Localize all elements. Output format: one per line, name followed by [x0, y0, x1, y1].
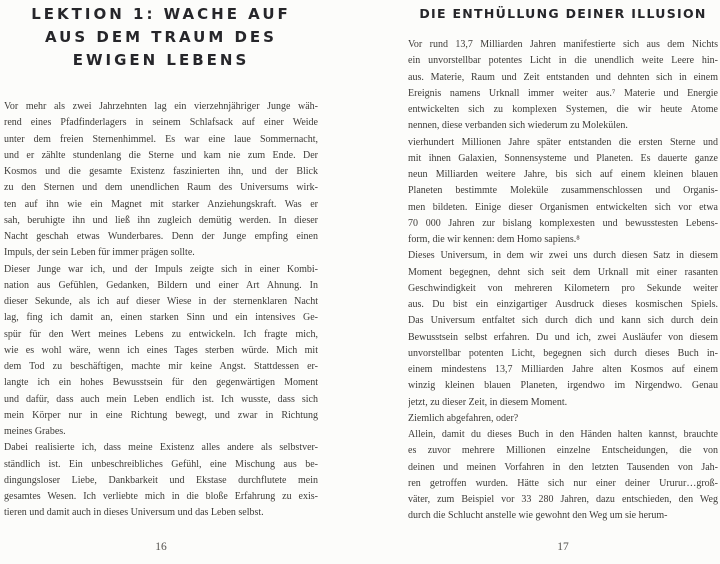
text-line: Nacht geschah etwas Wunderbares. Denn der Junge empfing einen: [4, 231, 318, 242]
text-line: men bildeten. Einige dieser Organismen entwickelten sich vor etwa: [408, 201, 718, 213]
text-line: deinen und meinen Vorfahren in den letzten Tausenden von Jah-: [408, 461, 718, 473]
text-line: form, die wir kennen: dem Homo sapiens.⁸: [408, 234, 580, 245]
text-line: Dabei realisierte ich, dass meine Existenz alles andere als selbstver-: [4, 442, 318, 454]
text-line: durch die Schlucht anstelle wie gewohnt den Weg um sie herum-: [408, 510, 668, 522]
paragraph: [408, 135, 718, 249]
text-line: Bewusstsein selbst erfahren. Du und ich, zwei Ausläufer von diesem: [408, 331, 718, 343]
text-line: ein unvorstellbar potentes Licht in die unendlich weite Leere hin-: [408, 55, 718, 67]
text-line: dem Tod zu beschäftigen, machte mir keine Angst. Stattdessen er-: [4, 361, 318, 372]
right-page-number: 17: [557, 541, 569, 553]
text-line: mein Körper nur in eine Richtung bewegt, und zwar in Richtung: [4, 409, 318, 421]
text-line: es zuvor mehrere Millionen einzelne Entscheidungen, die von: [408, 445, 718, 457]
text-line: unter dem freien Sternenhimmel. Es war eine laue Sommernacht,: [4, 133, 318, 145]
text-line: gesamtes Wesen. Ich verliebte mich in die bloße Erfahrung zu exis-: [4, 491, 318, 502]
text-line: dieser Sekunde, als ich auf dieser Wiese in der sternenklaren Nacht: [4, 296, 318, 307]
text-line: Dieses Universum, in dem wir zwei uns durch diesen Satz in diesem: [408, 250, 718, 262]
right-page-title: DIE ENTHÜLLUNG DEINER ILLUSION: [419, 6, 707, 21]
text-line: entwickelten sich zu komplexen Systemen, die wir heute Atome: [408, 104, 718, 115]
text-line: Das Universum entfaltet sich durch dich und kann sich durch dein: [408, 315, 718, 327]
text-line: winzig kleinen blauen Planeten, irgendwo im Nirgendwo. Genau: [408, 380, 718, 392]
text-line: neun Milliarden weitere Jahre, bis sich auf einem kleinen blauen: [408, 169, 718, 180]
title-line-3: EWIGEN LEBENS: [72, 51, 250, 69]
right-page-body: [408, 37, 718, 525]
text-line: ten auf ihn wie ein Magnet mit starker Anziehungskraft. Was er: [4, 198, 318, 210]
text-line: und er zählte stundenlang die Sterne und kam nie zum Ende. Der: [4, 149, 318, 161]
text-line: Impuls, der sein Leben für immer prägen sollte.: [4, 247, 195, 259]
text-line: rend eines Pfadfinderlagers in seinem Schlafsack auf einer Weide: [4, 117, 318, 129]
text-line: unvorstellbar potenten Licht, begegnen sich durch dieses Buch in-: [408, 347, 718, 359]
text-line: Vor rund 13,7 Milliarden Jahren manifestierte sich aus dem Nichts: [408, 39, 718, 50]
text-line: Kosmos und die gesamte Existenz faszinierten ihn, und der Blick: [4, 166, 318, 177]
text-line: nennen, diese verbanden sich wiederum zu Molekülen.: [408, 120, 628, 132]
text-line: sah, beruhigte ihn und ließ ihn zugleich demütig werden. In dieser: [4, 214, 318, 226]
text-line: zu den Sternen und dem unendlichen Raum des Universums wirk-: [4, 182, 318, 194]
paragraph: [408, 411, 718, 427]
text-line: Ereignis namens Urknall immer weiter aus.⁷ Materie und Energie: [408, 87, 718, 99]
text-line: wie es wohl wäre, wenn ich eines Tages sterben würde. Mich mit: [4, 344, 318, 356]
left-page-title: [4, 3, 318, 72]
text-line: ren getroffen wurden. Hätte sich nur einer deiner Ururur…groß-: [408, 477, 718, 489]
text-line: Planeten bestimmte Moleküle zusammenschlossen und Organis-: [408, 185, 718, 197]
text-line: nation aus Gefühlen, Gedanken, Bildern und einer Art Ahnung. In: [4, 279, 318, 291]
left-page-number: 16: [155, 541, 167, 553]
text-line: aus. Du bist ein einzigartiger Ausdruck dieses kosmischen Spiels.: [408, 299, 718, 310]
text-line: Dieser Junge war ich, und der Impuls zeigte sich in einer Kombi-: [4, 263, 318, 275]
text-line: vierhundert Millionen Jahre später entstanden die ersten Sterne und: [408, 136, 718, 148]
text-line: spür für den Wert meines Lebens zu entwickeln. Ich fragte mich,: [4, 328, 318, 340]
text-line: tieren und damit auch in dieses Universum und das Leben selbst.: [4, 507, 264, 519]
text-line: Allein, damit du dieses Buch in den Händen halten kannst, brauchte: [408, 429, 718, 440]
text-line: einem mindestens 13,7 Milliarden Jahre alten Kosmos auf einem: [408, 364, 718, 375]
right-page: [408, 0, 718, 564]
title-line-1: LEKTION 1: WACHE AUF: [31, 5, 291, 23]
paragraph: [4, 440, 318, 521]
text-line: Vor mehr als zwei Jahrzehnten lag ein vierzehnjähriger Junge wäh-: [4, 101, 318, 112]
text-line: Moment begegnen, dehnt sich seit dem Urknall mit einer rasanten: [408, 266, 718, 278]
text-line: aus. Materie, Raum und Zeit entstanden und dehnten sich in einem: [408, 71, 718, 83]
text-line: und dafür, dass auch mein Leben endlich ist. Ich wusste, dass sich: [4, 393, 318, 405]
text-line: ständlich ist. Ein unbeschreibliches Gefühl, eine Mischung aus be-: [4, 458, 318, 470]
paragraph: [4, 262, 318, 441]
paragraph: [4, 99, 318, 262]
paragraph: [408, 37, 718, 135]
paragraph: [408, 427, 718, 525]
paragraph: [408, 248, 718, 411]
text-line: jetzt, zu dieser Zeit, in diesem Moment.: [408, 396, 568, 408]
text-line: dingungsloser Liebe, Dankbarkeit und Ekstase durchflutete mein: [4, 474, 318, 486]
title-line-2: AUS DEM TRAUM DES: [45, 28, 277, 46]
left-page: [4, 0, 318, 564]
left-page-body: [4, 99, 318, 522]
text-line: 70 000 Jahren zur bislang komplexesten und bewusstesten Lebens-: [408, 217, 718, 229]
text-line: lag, fing ich damit an, einen starken Sinn und ein intensives Ge-: [4, 312, 318, 324]
text-line: langte ich ein hohes Bewusstsein für den gegenwärtigen Moment: [4, 377, 318, 389]
text-line: Geschwindigkeit von mehreren Kilometern pro Sekunde weiter: [408, 282, 718, 294]
text-line: väter, zum Beispiel vor 33 280 Jahren, dazu entschieden, den Weg: [408, 494, 718, 505]
text-line: Ziemlich abgefahren, oder?: [408, 412, 519, 424]
text-line: mit ihnen Galaxien, Sonnensysteme und Planeten. Es dauerte ganze: [408, 152, 718, 164]
text-line: meines Grabes.: [4, 426, 66, 437]
